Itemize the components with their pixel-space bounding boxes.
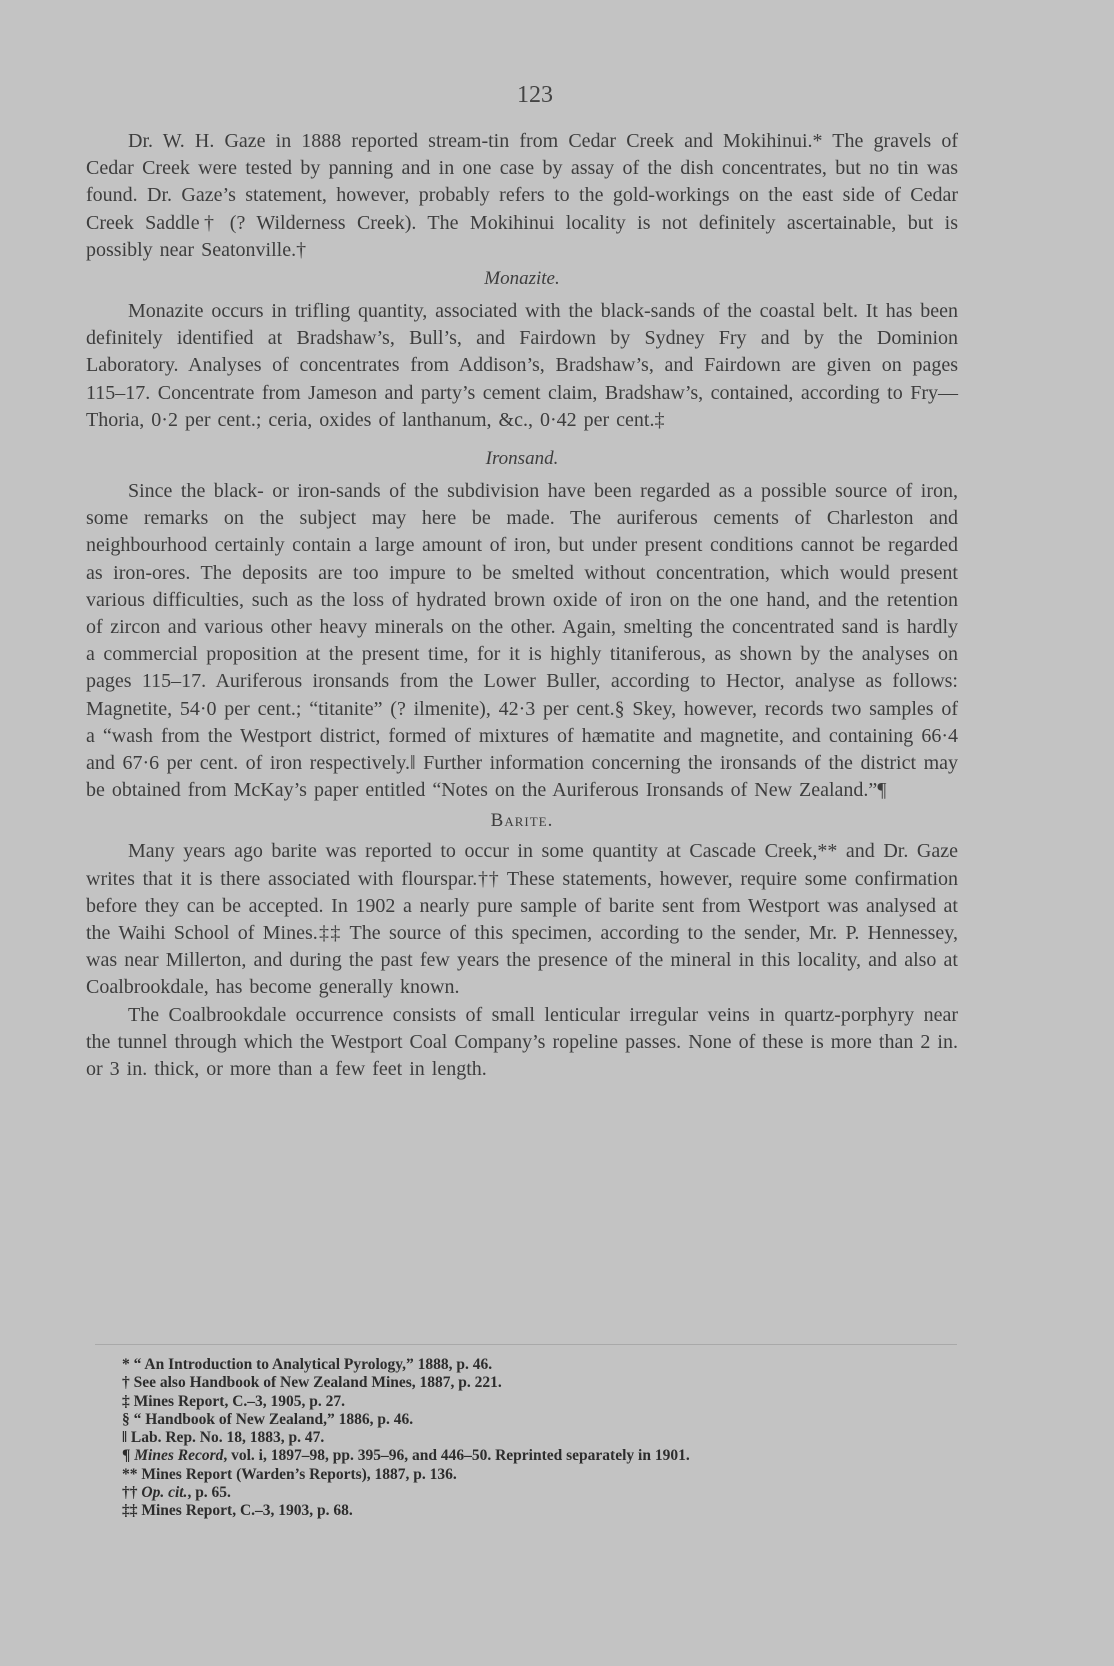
intro-paragraph: Dr. W. H. Gaze in 1888 reported stream-tin from Cedar Creek and Mokihinui.* The gravels of Cedar Creek were tested by panning and in one case by assay of the dish concentrates, but no tin was found. Dr. Gaze’s statement, however, probably refers to the gold-workings on the east side of Cedar Creek Saddle† (? Wilderness Creek). The Mokihinui locality is not definitely ascertainable, but is possibly near Seatonville.†	[86, 130, 958, 261]
footnote: †† Op. cit., p. 65.	[122, 1484, 231, 1502]
barite-paragraph-1: Many years ago barite was reported to occur in some quantity at Cascade Creek,** and Dr. Gaze writes that it is there associated with flourspar.†† These statements, however, require some confirmation before they can be accepted. In 1902 a nearly pure sample of barite sent from Westport was analysed at the Waihi School of Mines.‡‡ The source of this specimen, according to the sender, Mr. P. Hennessey, was near Millerton, and during the past few years the presence of the mineral in this locality, and also at Coalbrookdale, has become generally known.	[86, 840, 958, 999]
footnote: † See also Handbook of New Zealand Mines, 1887, p. 221.	[122, 1374, 502, 1392]
section-heading-ironsand: Ironsand.	[485, 448, 559, 470]
footnote: * “ An Introduction to Analytical Pyrology,” 1888, p. 46.	[122, 1356, 493, 1373]
section-heading-monazite: Monazite.	[484, 268, 560, 290]
footnotes	[122, 1356, 922, 1521]
section-heading-barite: Barite.	[490, 810, 554, 832]
barite-paragraph-2: The Coalbrookdale occurrence consists of small lenticular irregular veins in quartz-porphyry near the tunnel through which the Westport Coal Company’s ropeline passes. None of these is more than 2 in. or 3 in. thick, or more than a few feet in length.	[86, 1003, 958, 1081]
monazite-paragraph: Monazite occurs in trifling quantity, associated with the black-sands of the coastal belt. It has been definitely identified at Bradshaw’s, Bull’s, and Fairdown by Sydney Fry and by the Dominion Laboratory. Analyses of concentrates from Addison’s, Bradshaw’s, and Fairdown are given on pages 115–17. Concentrate from Jameson and party’s cement claim, Bradshaw’s, contained, according to Fry—Thoria, 0·2 per cent.; ceria, oxides of lanthanum, &c., 0·42 per cent.‡	[86, 300, 958, 431]
page-number: 123	[517, 82, 553, 108]
footnote: ‡‡ Mines Report, C.–3, 1903, p. 68.	[122, 1502, 353, 1520]
footnote: ‡ Mines Report, C.–3, 1905, p. 27.	[122, 1392, 346, 1410]
footnote: § “ Handbook of New Zealand,” 1886, p. 46.	[122, 1410, 414, 1428]
footnote: ** Mines Report (Warden’s Reports), 1887, p. 136.	[122, 1465, 457, 1483]
footnote-divider	[95, 1344, 957, 1345]
ironsand-paragraph: Since the black- or iron-sands of the subdivision have been regarded as a possible source of iron, some remarks on the subject may here be made. The auriferous cements of Charleston and neighbourhood certainly contain a large amount of iron, but under present conditions cannot be regarded as iron-ores. The deposits are too impure to be smelted without concentration, which would present various difficulties, such as the loss of hydrated brown oxide of iron on the one hand, and the retention of zircon and various other heavy minerals on the other. Again, smelting the concentrated sand is hardly a commercial proposition at the present time, for it is highly titaniferous, as shown by the analyses on pages 115–17. Auriferous ironsands from the Lower Buller, according to Hector, analyse as follows: Magnetite, 54·0 per cent.; “titanite” (? ilmenite), 42·3 per cent.§ Skey, however, records two samples of a “wash from the Westport district, formed of mixtures of hæmatite and magnetite, and containing 66·4 and 67·6 per cent. of iron respectively.‖ Further information concerning the ironsands of the district may be obtained from McKay’s paper entitled “Notes on the Auriferous Ironsands of New Zealand.”¶	[86, 480, 958, 802]
footnote: ‖ Lab. Rep. No. 18, 1883, p. 47.	[122, 1429, 325, 1447]
body-text	[86, 128, 958, 1083]
footnote: ¶ Mines Record, vol. i, 1897–98, pp. 395–96, and 446–50. Reprinted separately in 1901.	[122, 1447, 690, 1465]
